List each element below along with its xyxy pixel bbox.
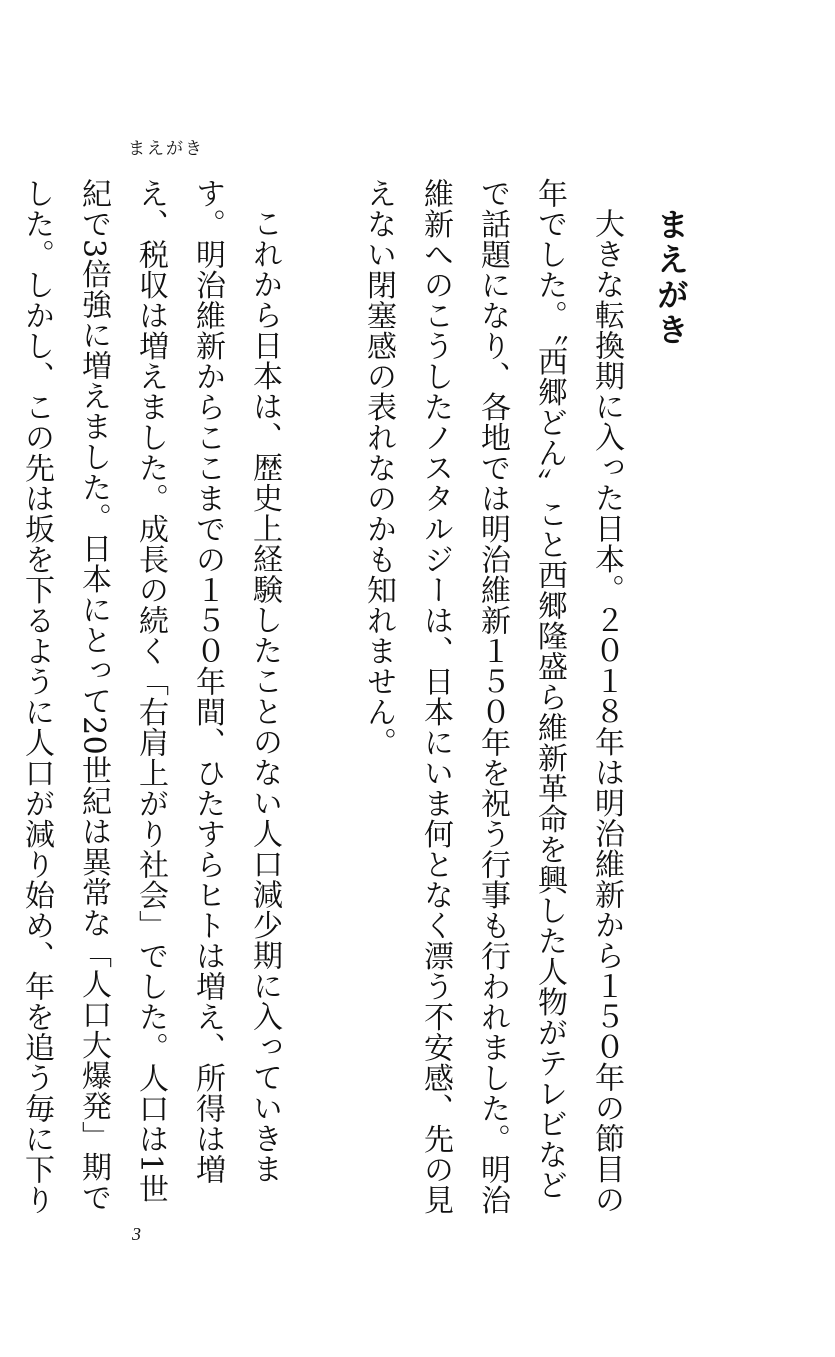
page-number: 3 <box>132 1224 141 1244</box>
body-text <box>19 178 635 1218</box>
chapter-title: まえがき <box>652 208 690 348</box>
running-head: まえがき <box>128 139 204 159</box>
paragraph: これから日本は、歴史上経験したことのない人口減少期に入っていきます。明治維新からここまでの１５０年間、ひたすらヒトは増え、所得は増え、税収は増えました。成長の続く「右肩上がり社会」でした。人口は1世紀で3倍強に増えました。日本にとって20世紀は異常な「人口大爆発」期でした。しかし、この先は坂を下るように人口が減り始め、年を追う毎に下り <box>19 178 282 1215</box>
paragraph: 大きな転換期に入った日本。２０１８年は明治維新から１５０年の節目の年でした。〝西郷どん〟こと西郷隆盛ら維新革命を興した人物がテレビなどで話題になり、各地では明治維新１５０年を祝う行事も行われました。明治維新へのこうしたノスタルジーは、日本にいま何となく漂う不安感、先の見えない閉塞感の表れなのかも知れません。 <box>361 178 624 1215</box>
